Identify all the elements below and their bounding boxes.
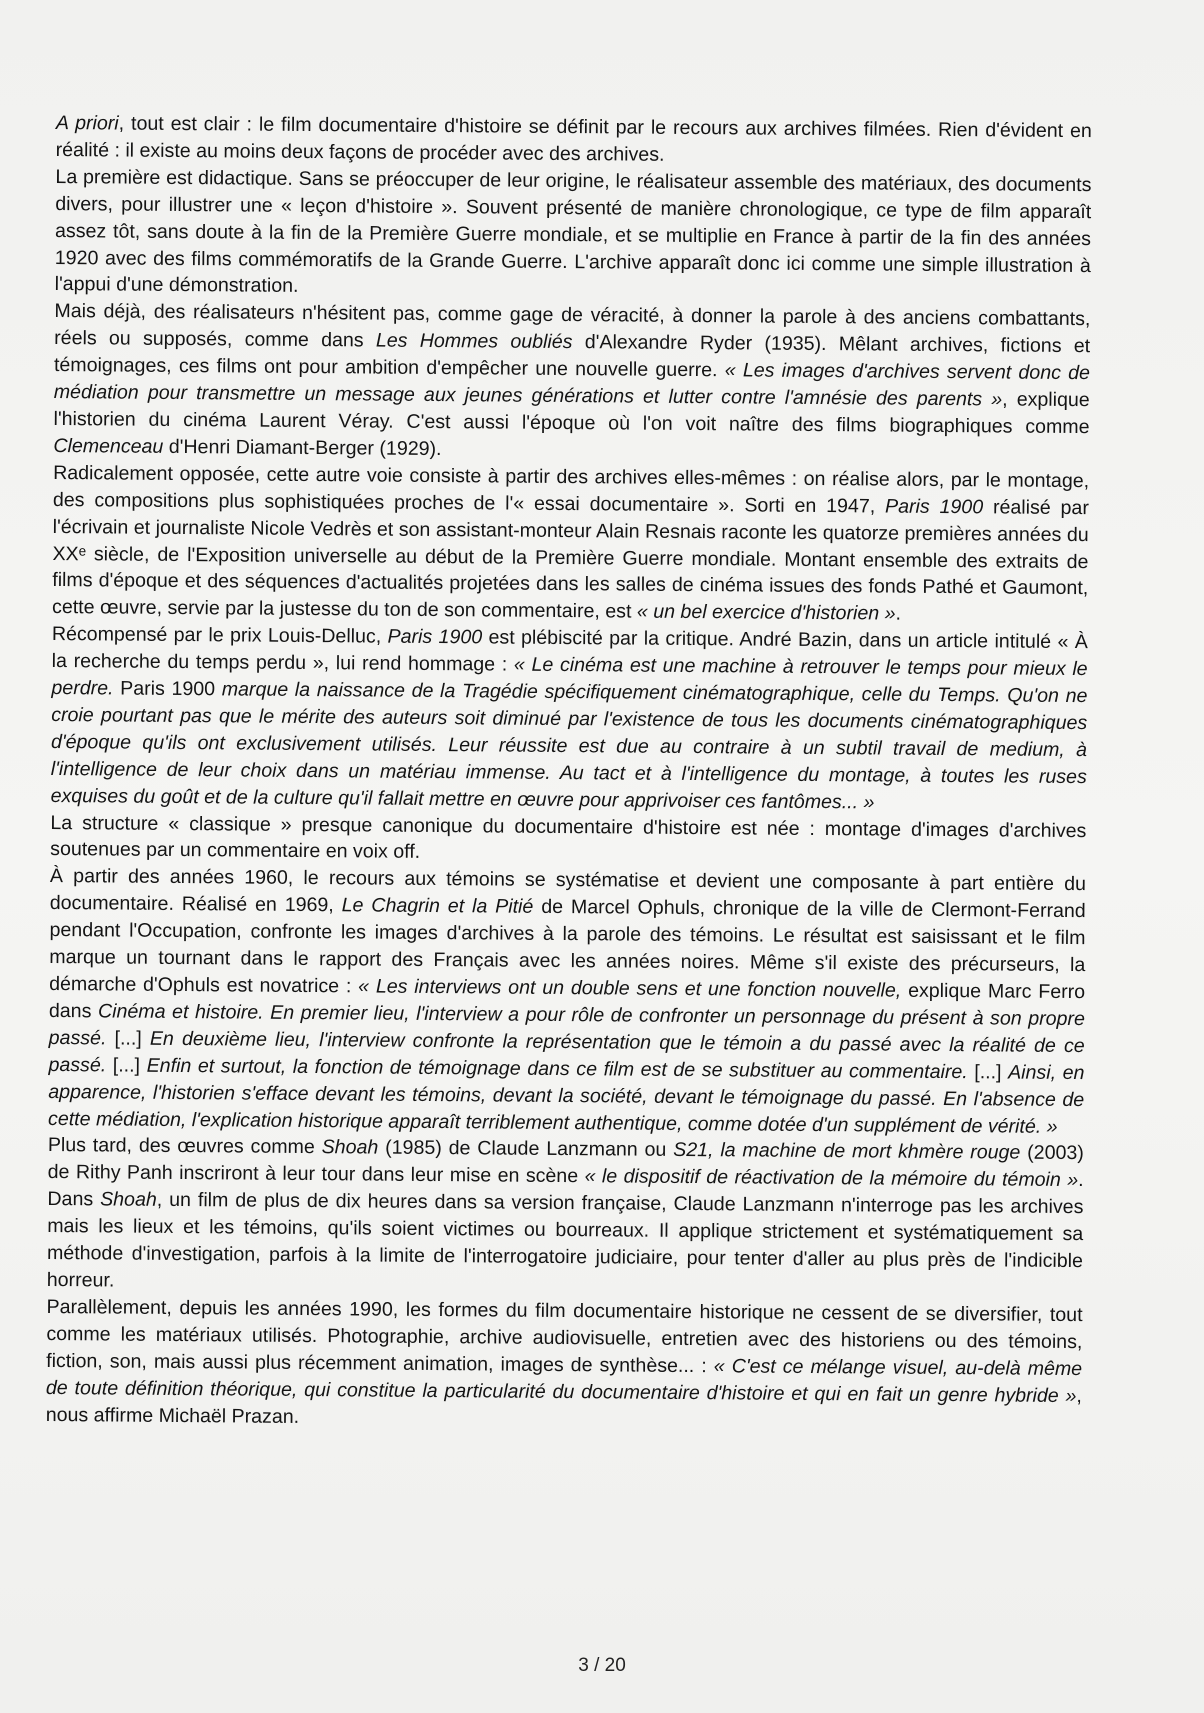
- text-run: , explique l'historien du cinéma Laurent Véray. C'est aussi l'époque où l'on voit naître des films biographiques comme: [53, 388, 1090, 439]
- text-run: , nous affirme Michaël Prazan.: [45, 1384, 1083, 1428]
- italic-text-run: Clemenceau: [53, 434, 164, 458]
- text-run: La première est didactique. Sans se préoccuper de leur origine, le réalisateur assemble des matériaux, des documents divers, pour illustrer une « leçon d'histoire ». Souvent présenté de manière chronologique, ce type de film apparaît assez tôt, sans doute à la fin de la Première Guerre mondiale, et se multiplie en France à partir de la fin des années 1920 avec des films commémoratifs de la Grande Guerre. L'archive apparaît donc ici comme une simple illustration à l'appui d'une démonstration.: [54, 165, 1092, 298]
- text-run: , un film de plus de dix heures dans sa version française, Claude Lanzmann n'interroge pas les archives mais les lieux et les témoins, qu'ils soient victimes ou bourreaux. Il applique strictement et systématiquement sa méthode d'investigation, parfois à la limite de l'interrogatoire judiciaire, pour tenter d'aller au plus près de l'indicible horreur.: [46, 1189, 1084, 1292]
- text-run: Parallèlement, depuis les années 1990, les formes du film documentaire historique ne cessent de se diversifier, tout comme les matériaux utilisés. Photographie, archive audiovisuelle, entretien avec des historiens ou des témoins, fiction, son, mais aussi plus récemment animation, images de synthèse... :: [46, 1295, 1083, 1377]
- italic-text-run: S21, la machine de mort khmère rouge: [673, 1139, 1021, 1165]
- text-run: Radicalement opposée, cette autre voie consiste à partir des archives elles-mêmes : on réalise alors, par le montage, des compositions plus sophistiquées proches de l'« essai documentaire ». Sorti en 1947,: [52, 461, 1090, 518]
- text-run: Mais déjà, des réalisateurs n'hésitent pas, comme gage de véracité, à donner la parole à des anciens combattants, réels ou supposés, comme dans: [54, 300, 1091, 352]
- text-run: . Dans: [47, 1169, 1084, 1211]
- italic-text-run: Enfin et surtout, la fonction de témoignage dans ce film est de se substituer au commentaire.: [146, 1054, 968, 1083]
- paragraph: [46, 1294, 1083, 1437]
- text-run: explique Marc Ferro dans: [48, 979, 1086, 1023]
- italic-text-run: « C'est ce mélange visuel, au-delà même de toute définition théorique, qui constitue la particularité du documentaire d'histoire et qui en fait un genre hybride »: [45, 1354, 1083, 1407]
- text-run: est plébiscité par la critique. André Bazin, dans un article intitulé « À la recherche du temps perdu », lui rend hommage :: [51, 626, 1088, 676]
- text-run: .: [895, 602, 902, 625]
- document-body: [46, 110, 1092, 1437]
- italic-text-run: « un bel exercice d'historien »: [636, 600, 896, 625]
- paragraph: [51, 621, 1088, 817]
- italic-text-run: Les Hommes oubliés: [375, 329, 573, 354]
- italic-text-run: En deuxième lieu, l'interview confronte la représentation que le témoin a du passé avec la réalité de ce passé.: [48, 1027, 1085, 1077]
- page-number: 3 / 20: [578, 1655, 626, 1676]
- text-run: À partir des années 1960, le recours aux témoins se systématise et devient une composante à part entière du documentaire. Réalisé en 1969,: [49, 865, 1087, 917]
- italic-text-run: « Les interviews ont un double sens et une fonction nouvelle,: [358, 975, 902, 1002]
- italic-text-run: Cinéma et histoire. En premier lieu, l'interview a pour rôle de confronter un personnage du présent à son propre passé.: [48, 1000, 1085, 1050]
- text-run: Plus tard, des œuvres comme: [47, 1134, 322, 1159]
- paragraph: [50, 810, 1086, 872]
- text-run: [...]: [106, 1054, 147, 1077]
- text-run: Paris 1900: [120, 677, 216, 701]
- italic-text-run: Shoah: [321, 1136, 379, 1160]
- text-run: d'Alexandre Ryder (1935). Mêlant archives, fictions et témoignages, ces films ont pour ambition d'empêcher une nouvelle guerre.: [53, 331, 1091, 382]
- paragraph: [55, 164, 1092, 307]
- text-run: (2003) de Rithy Panh inscriront à leur tour dans leur mise en scène: [47, 1142, 1084, 1188]
- text-run: [...]: [967, 1060, 1009, 1084]
- paragraph: [53, 298, 1090, 468]
- paragraph: [56, 110, 1092, 172]
- text-run: de Marcel Ophuls, chronique de la ville de Clermont-Ferrand pendant l'Occupation, confronte les images d'archives à la parole des témoins. Le résultat est saisissant et le film marque un tournant dans le rapport des Français avec les années noires. Même s'il existe des précurseurs, la démarche d'Ophuls est novatrice :: [49, 896, 1086, 998]
- text-run: La structure « classique » presque canonique du documentaire d'histoire est née : montage d'images d'archives soutenues par un commentaire en voix off.: [50, 811, 1087, 864]
- italic-text-run: « le dispositif de réactivation de la mémoire du témoin »: [584, 1165, 1079, 1192]
- paragraph: [52, 460, 1089, 630]
- italic-text-run: marque la naissance de la Tragédie spécifiquement cinématographique, celle du Temps. Qu'on ne croie pourtant pas que le mérite des auteurs soit diminué par l'existence de tous les documents cinématographiques d'époque qu'ils ont exclusivement utilisés. Leur réussite est due au contraire à un subtil travail de medium, à l'intelligence de leur choix dans un matériau immense. Au tact et à l'intelligence du montage, à toutes les ruses exquises du goût et de la culture qu'il fallait mettre en œuvre pour apprivoiser ces fantômes... »: [50, 678, 1088, 814]
- text-run: , tout est clair : le film documentaire d'histoire se définit par le recours aux archives filmées. Rien d'évident en réalité : il existe au moins deux façons de procéder avec des archives.: [55, 112, 1092, 166]
- paragraph: [48, 863, 1086, 1140]
- italic-text-run: Le Chagrin et la Pitié: [341, 894, 534, 919]
- text-run: [...]: [106, 1027, 150, 1050]
- text-run: (1985) de Claude Lanzmann ou: [378, 1137, 674, 1162]
- italic-text-run: Paris 1900: [387, 625, 483, 649]
- italic-text-run: « Les images d'archives servent donc de médiation pour transmettre un message aux jeunes générations et lutter contre l'amnésie des parents »: [53, 359, 1091, 411]
- text-run: réalisé par l'écrivain et journaliste Nicole Vedrès et son assistant-monteur Alain Resnais raconte les quatorze premières années du XXᵉ siècle, de l'Exposition universelle au début de la Première Guerre mondiale. Montant ensemble des extraits de films d'époque et des séquences d'actualités projetées dans les salles de cinéma issues des fonds Pathé et Gaumont, cette œuvre, servie par la justesse du ton de son commentaire, est: [52, 495, 1089, 623]
- italic-text-run: Shoah: [100, 1188, 157, 1212]
- italic-text-run: Paris 1900: [884, 495, 984, 518]
- italic-text-run: « Le cinéma est une machine à retrouver le temps pour mieux le perdre.: [51, 653, 1088, 700]
- text-run: d'Henri Diamant-Berger (1929).: [163, 435, 442, 460]
- text-run: Récompensé par le prix Louis-Delluc,: [51, 623, 388, 648]
- italic-text-run: Ainsi, en apparence, l'historien s'efface devant les témoins, devant la société, devant le témoignage du passé. En l'absence de cette médiation, l'explication historique apparaît terriblement authentique, comme dotée d'un supplément de vérité. »: [47, 1061, 1085, 1138]
- paragraph: [47, 1132, 1084, 1302]
- italic-text-run: A priori: [55, 111, 119, 135]
